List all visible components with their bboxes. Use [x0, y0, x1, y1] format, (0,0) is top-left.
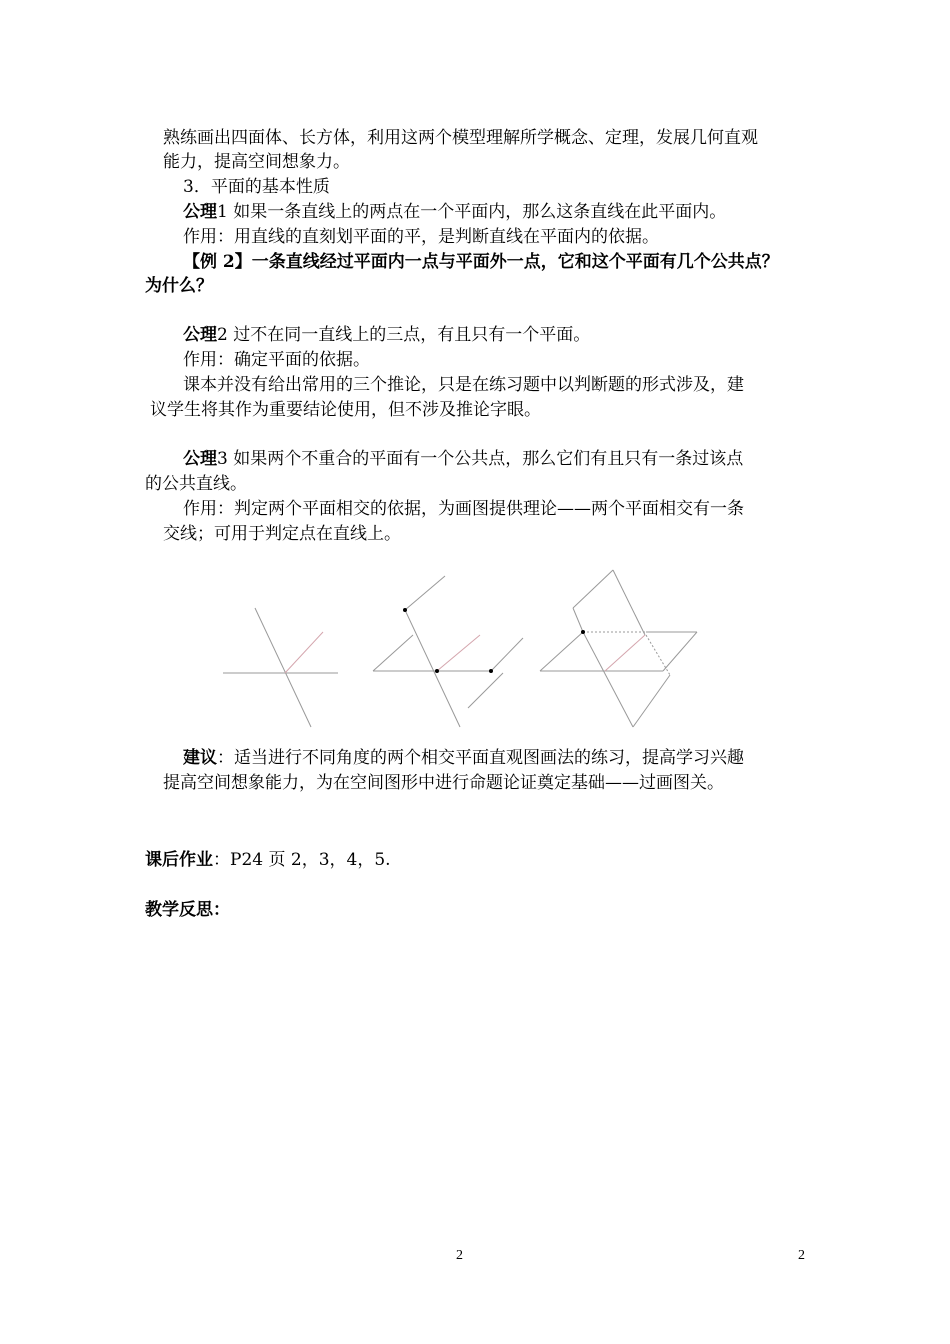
axiom-2-label: 公理	[183, 325, 217, 345]
example-2-line1: 【例 2】一条直线经过平面内一点与平面外一点，它和这个平面有几个公共点？	[183, 252, 779, 272]
suggestion-text: ：适当进行不同角度的两个相交平面直观图画法的练习，提高学习兴趣	[217, 748, 744, 768]
axiom-1-label: 公理	[183, 202, 217, 222]
intersecting-planes-figures	[215, 565, 715, 740]
suggestion-line2: 提高空间想象能力，为在空间图形中进行命题论证奠定基础——过画图关。	[163, 773, 724, 793]
point-c	[489, 669, 493, 673]
axiom-3-use-line2: 交线；可用于判定点在直线上。	[163, 524, 401, 544]
figure-3	[540, 570, 697, 727]
section-heading-3: 3．平面的基本性质	[183, 177, 330, 197]
page-number-center: 2	[456, 1248, 463, 1263]
axiom-3-text: 3 如果两个不重合的平面有一个公共点，那么它们有且只有一条过该点	[217, 449, 744, 469]
note-line2: 议学生将其作为重要结论使用，但不涉及推论字眼。	[150, 400, 541, 420]
suggestion-label: 建议	[183, 748, 217, 768]
homework-label: 课后作业	[145, 850, 213, 870]
note-line1: 课本并没有给出常用的三个推论，只是在练习题中以判断题的形式涉及，建	[183, 375, 744, 395]
axiom-3-use-line1: 作用：判定两个平面相交的依据，为画图提供理论——两个平面相交有一条	[183, 499, 744, 519]
axiom-2-text: 2 过不在同一直线上的三点，有且只有一个平面。	[217, 325, 591, 345]
axiom-3-label: 公理	[183, 449, 217, 469]
axiom-3	[183, 447, 743, 471]
figure-1	[223, 608, 338, 727]
homework-text: ：P24 页 2，3，4，5.	[213, 850, 391, 870]
axiom-1-text: 1 如果一条直线上的两点在一个平面内，那么这条直线在此平面内。	[217, 202, 727, 222]
paragraph-intro-line1: 熟练画出四面体、长方体，利用这两个模型理解所学概念、定理，发展几何直观	[163, 128, 758, 148]
point-p	[581, 630, 585, 634]
axiom-2	[183, 323, 590, 347]
reflection-heading: 教学反思：	[145, 900, 230, 920]
axiom-1-use: 作用：用直线的直刻划平面的平，是判断直线在平面内的依据。	[183, 227, 659, 247]
homework	[145, 848, 391, 872]
axiom-1	[183, 200, 726, 224]
axiom-2-use: 作用：确定平面的依据。	[183, 350, 370, 370]
point-b	[435, 669, 439, 673]
paragraph-intro-line2: 能力，提高空间想象力。	[163, 152, 350, 172]
example-2-line2: 为什么？	[145, 276, 213, 296]
suggestion-line1	[183, 746, 744, 770]
figure-2	[373, 576, 523, 727]
point-a	[403, 608, 407, 612]
page-number-right: 2	[798, 1248, 805, 1263]
axiom-3-line2: 的公共直线。	[145, 474, 247, 494]
